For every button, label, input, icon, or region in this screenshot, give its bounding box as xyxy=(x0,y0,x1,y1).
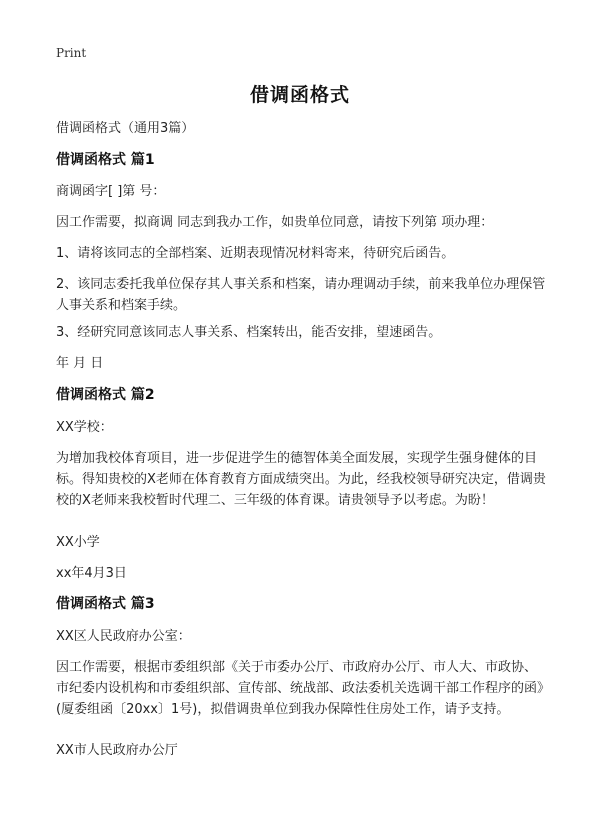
article-1-paragraph: 1、请将该同志的全部档案、近期表现情况材料寄来，待研究后函告。 xyxy=(56,246,455,261)
article-3-heading: 借调函格式 篇3 xyxy=(56,596,155,612)
article-2-signature: XX小学 xyxy=(56,535,100,550)
article-2-date: xx年4月3日 xyxy=(56,566,127,581)
article-2-paragraph: 为增加我校体育项目，进一步促进学生的德智体美全面发展，实现学生强身健体的目标。得知贵校的X老师在体育教育方面成绩突出。为此，经我校领导研究决定，借调贵校的X老师来我校暂时代理二、三年级的体育课。请贵领导予以考虑。为盼！ xyxy=(56,451,546,508)
article-1-paragraph: 商调函字[ ]第 号： xyxy=(56,184,166,199)
article-3-paragraph: 因工作需要，根据市委组织部《关于市委办公厅、市政府办公厅、市人大、市政协、市纪委内设机构和市委组织部、宣传部、统战部、政法委机关选调干部工作程序的函》(厦委组函〔20xx〕1号)，拟借调贵单位到我办保障性住房处工作，请予支持。 xyxy=(56,660,544,717)
article-1-paragraph: 2、该同志委托我单位保存其人事关系和档案，请办理调动手续，前来我单位办理保管人事关系和档案手续。 xyxy=(56,277,546,313)
article-2-heading: 借调函格式 篇2 xyxy=(56,387,155,403)
article-1-paragraph: 因工作需要，拟商调 同志到我办工作，如贵单位同意，请按下列第 项办理： xyxy=(56,215,494,230)
subtitle: 借调函格式（通用3篇） xyxy=(56,121,195,136)
page-title: 借调函格式 xyxy=(249,84,350,106)
article-1-paragraph: 3、经研究同意该同志人事关系、档案转出，能否安排，望速函告。 xyxy=(56,325,442,340)
article-1-date: 年 月 日 xyxy=(56,356,104,371)
print-label: Print xyxy=(56,46,87,60)
article-2-salutation: XX学校： xyxy=(56,420,113,435)
article-1-heading: 借调函格式 篇1 xyxy=(56,152,155,168)
article-3-salutation: XX区人民政府办公室： xyxy=(56,629,191,644)
article-3-signature: XX市人民政府办公厅 xyxy=(56,743,178,758)
